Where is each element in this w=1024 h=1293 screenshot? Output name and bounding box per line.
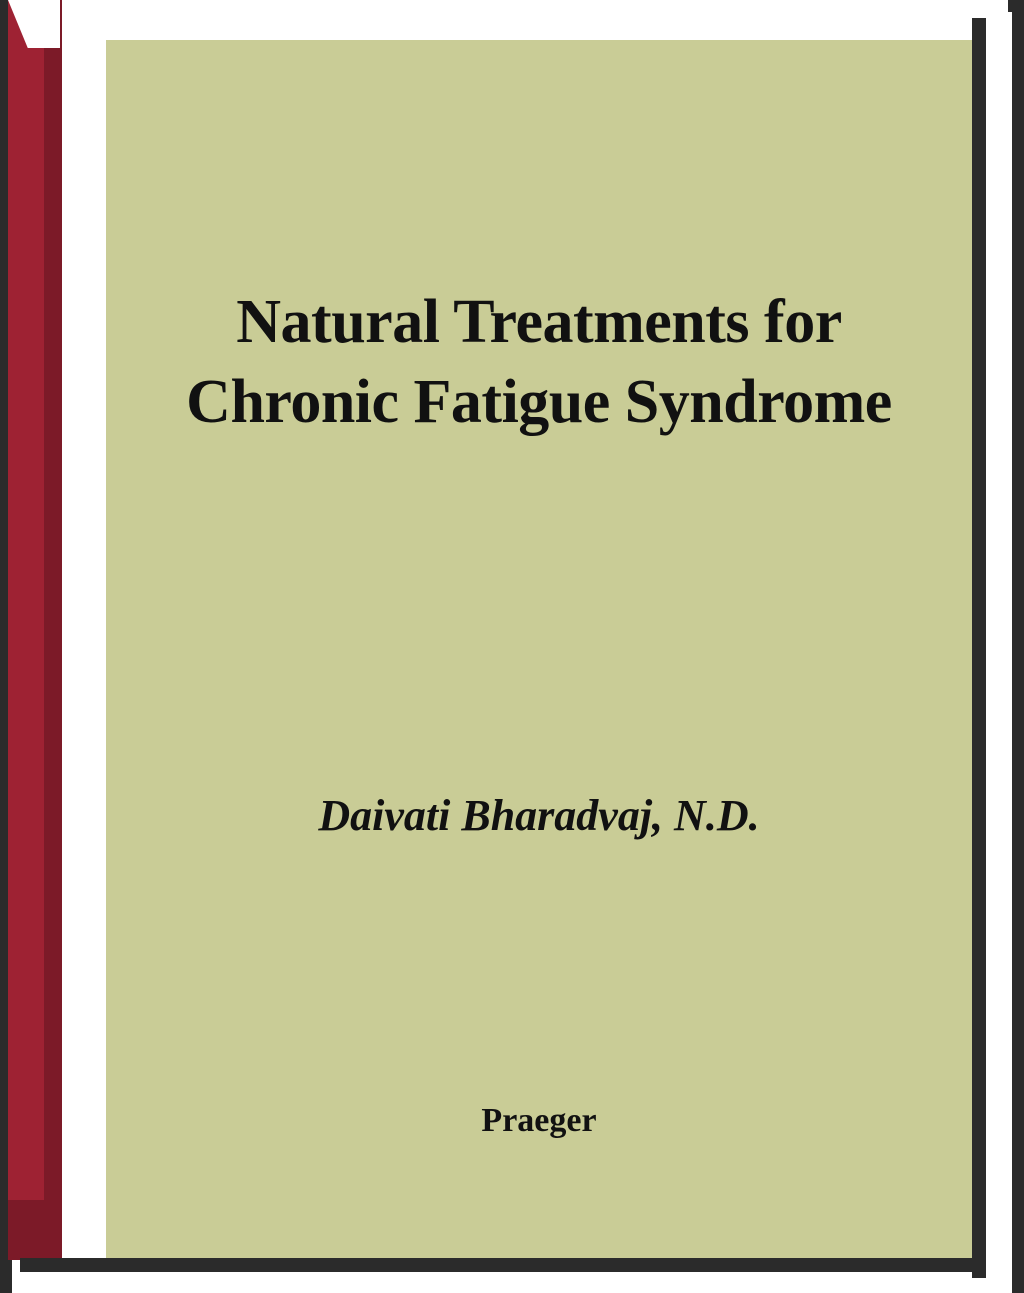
book-spine-bottom [8,1200,62,1260]
book-publisher: Praeger [481,1102,597,1139]
book-title-line-1: Natural Treatments for [236,288,842,356]
book-spine-shadow [44,0,62,1250]
book-title-line-2: Chronic Fatigue Syndrome [186,368,892,436]
book-author: Daivati Bharadvaj, N.D. [318,791,760,840]
book-cover-face [106,40,972,1258]
cover-edge-right [972,18,986,1278]
cover-edge-bottom [20,1258,986,1272]
book-title [106,282,972,442]
